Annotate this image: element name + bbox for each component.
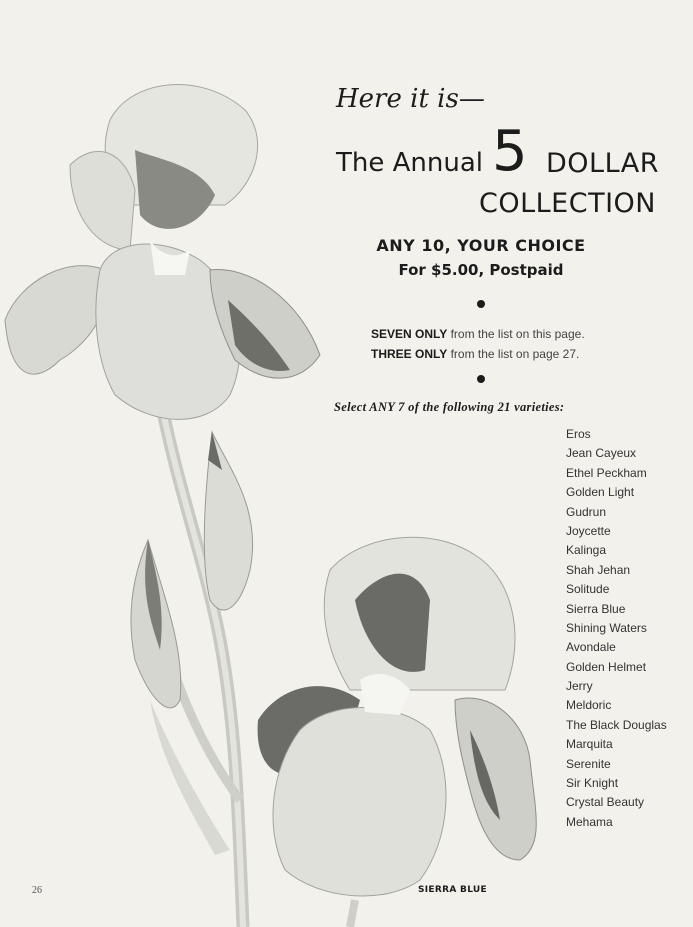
bullet-dot <box>477 300 485 308</box>
variety-item: Crystal Beauty <box>566 795 645 810</box>
variety-item: Shah Jehan <box>566 562 631 577</box>
variety-item: Joycette <box>566 523 611 538</box>
variety-item: Golden Helmet <box>566 659 647 674</box>
variety-item: Gudrun <box>566 504 607 519</box>
title-word: DOLLAR <box>546 148 659 179</box>
variety-item: Ethel Peckham <box>566 465 647 480</box>
title-prefix: The Annual <box>336 148 483 178</box>
select-instruction: Select ANY 7 of the following 21 varieties: <box>334 400 565 414</box>
variety-list <box>566 425 667 832</box>
rule-line: SEVEN ONLY from the list on this page. <box>371 327 585 341</box>
variety-item: Sir Knight <box>566 776 619 791</box>
variety-item: Serenite <box>566 756 611 771</box>
variety-item: Eros <box>566 427 591 441</box>
variety-item: The Black Douglas <box>566 717 667 732</box>
offer-line-1: ANY 10, YOUR CHOICE <box>376 236 586 255</box>
title-number: 5 <box>492 119 528 184</box>
page-number: 26 <box>32 885 42 896</box>
bullet-dot <box>477 375 485 383</box>
variety-item: Mehama <box>566 814 613 829</box>
intro-heading: Here it is— <box>336 84 485 114</box>
selection-rules <box>371 324 585 364</box>
variety-item: Jean Cayeux <box>566 446 637 461</box>
variety-item: Marquita <box>566 737 613 752</box>
offer-block <box>340 236 622 279</box>
offer-line-2: For $5.00, Postpaid <box>398 261 564 279</box>
variety-item: Jerry <box>566 679 593 694</box>
rule-line: THREE ONLY from the list on page 27. <box>371 347 580 361</box>
variety-item: Golden Light <box>566 485 635 500</box>
variety-item: Sierra Blue <box>566 601 626 616</box>
photo-caption: SIERRA BLUE <box>418 885 487 895</box>
title-line2: COLLECTION <box>478 188 656 219</box>
variety-item: Shining Waters <box>566 620 647 635</box>
variety-item: Meldoric <box>566 698 612 713</box>
variety-item: Avondale <box>566 640 616 655</box>
variety-item: Kalinga <box>566 543 607 558</box>
variety-item: Solitude <box>566 582 610 597</box>
